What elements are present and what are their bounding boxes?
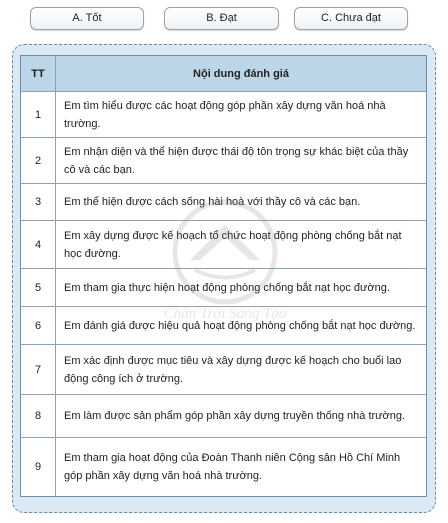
table-header-row — [21, 56, 426, 92]
table-row — [21, 345, 426, 395]
header-content: Nội dung đánh giá — [193, 67, 289, 80]
table-row — [21, 307, 426, 345]
row-number: 4 — [21, 221, 56, 268]
row-text: Em thể hiện được cách sống hài hoà với thầy cô và các bạn. — [64, 196, 361, 208]
row-number: 1 — [21, 92, 56, 137]
header-tt: TT — [21, 56, 56, 91]
row-text: Em nhận diện và thể hiện được thái độ tôn trọng sự khác biệt của thầy cô và các bạn. — [64, 145, 409, 176]
row-text: Em làm được sản phẩm góp phần xây dựng truyền thống nhà trường. — [64, 410, 406, 422]
row-text: Em xác định được mục tiêu và xây dựng được kế hoạch cho buổi lao động công ích ở trường. — [64, 354, 402, 385]
row-text: Em tham gia thực hiện hoạt động phòng chống bắt nạt học đường. — [64, 281, 390, 294]
row-text: Em xây dựng được kế hoạch tổ chức hoạt động phòng chống bắt nạt học đường. — [64, 229, 402, 260]
table-row — [21, 269, 426, 307]
table-row — [21, 438, 426, 496]
row-number: 8 — [21, 395, 56, 437]
row-number: 5 — [21, 269, 56, 306]
option-c-chua-dat[interactable]: C. Chưa đạt — [294, 7, 408, 30]
table-row — [21, 138, 426, 184]
row-number: 7 — [21, 345, 56, 394]
row-number: 6 — [21, 307, 56, 344]
table-row — [21, 184, 426, 221]
table-row — [21, 221, 426, 269]
row-text: Em tìm hiểu được các hoạt động góp phần xây dựng văn hoá nhà trường. — [64, 99, 386, 130]
row-number: 9 — [21, 438, 56, 496]
row-number: 3 — [21, 184, 56, 220]
evaluation-table — [20, 55, 427, 497]
table-row — [21, 92, 426, 138]
row-number: 2 — [21, 138, 56, 183]
option-a-tot[interactable]: A. Tốt — [30, 7, 144, 30]
row-text: Em tham gia hoạt động của Đoàn Thanh niên Cộng sản Hồ Chí Minh góp phần xây dựng văn hoá nhà trường. — [64, 452, 401, 482]
table-row — [21, 395, 426, 438]
option-b-dat[interactable]: B. Đạt — [164, 7, 279, 30]
row-text: Em đánh giá được hiệu quả hoạt động phòng chống bắt nạt học đường. — [64, 319, 416, 332]
